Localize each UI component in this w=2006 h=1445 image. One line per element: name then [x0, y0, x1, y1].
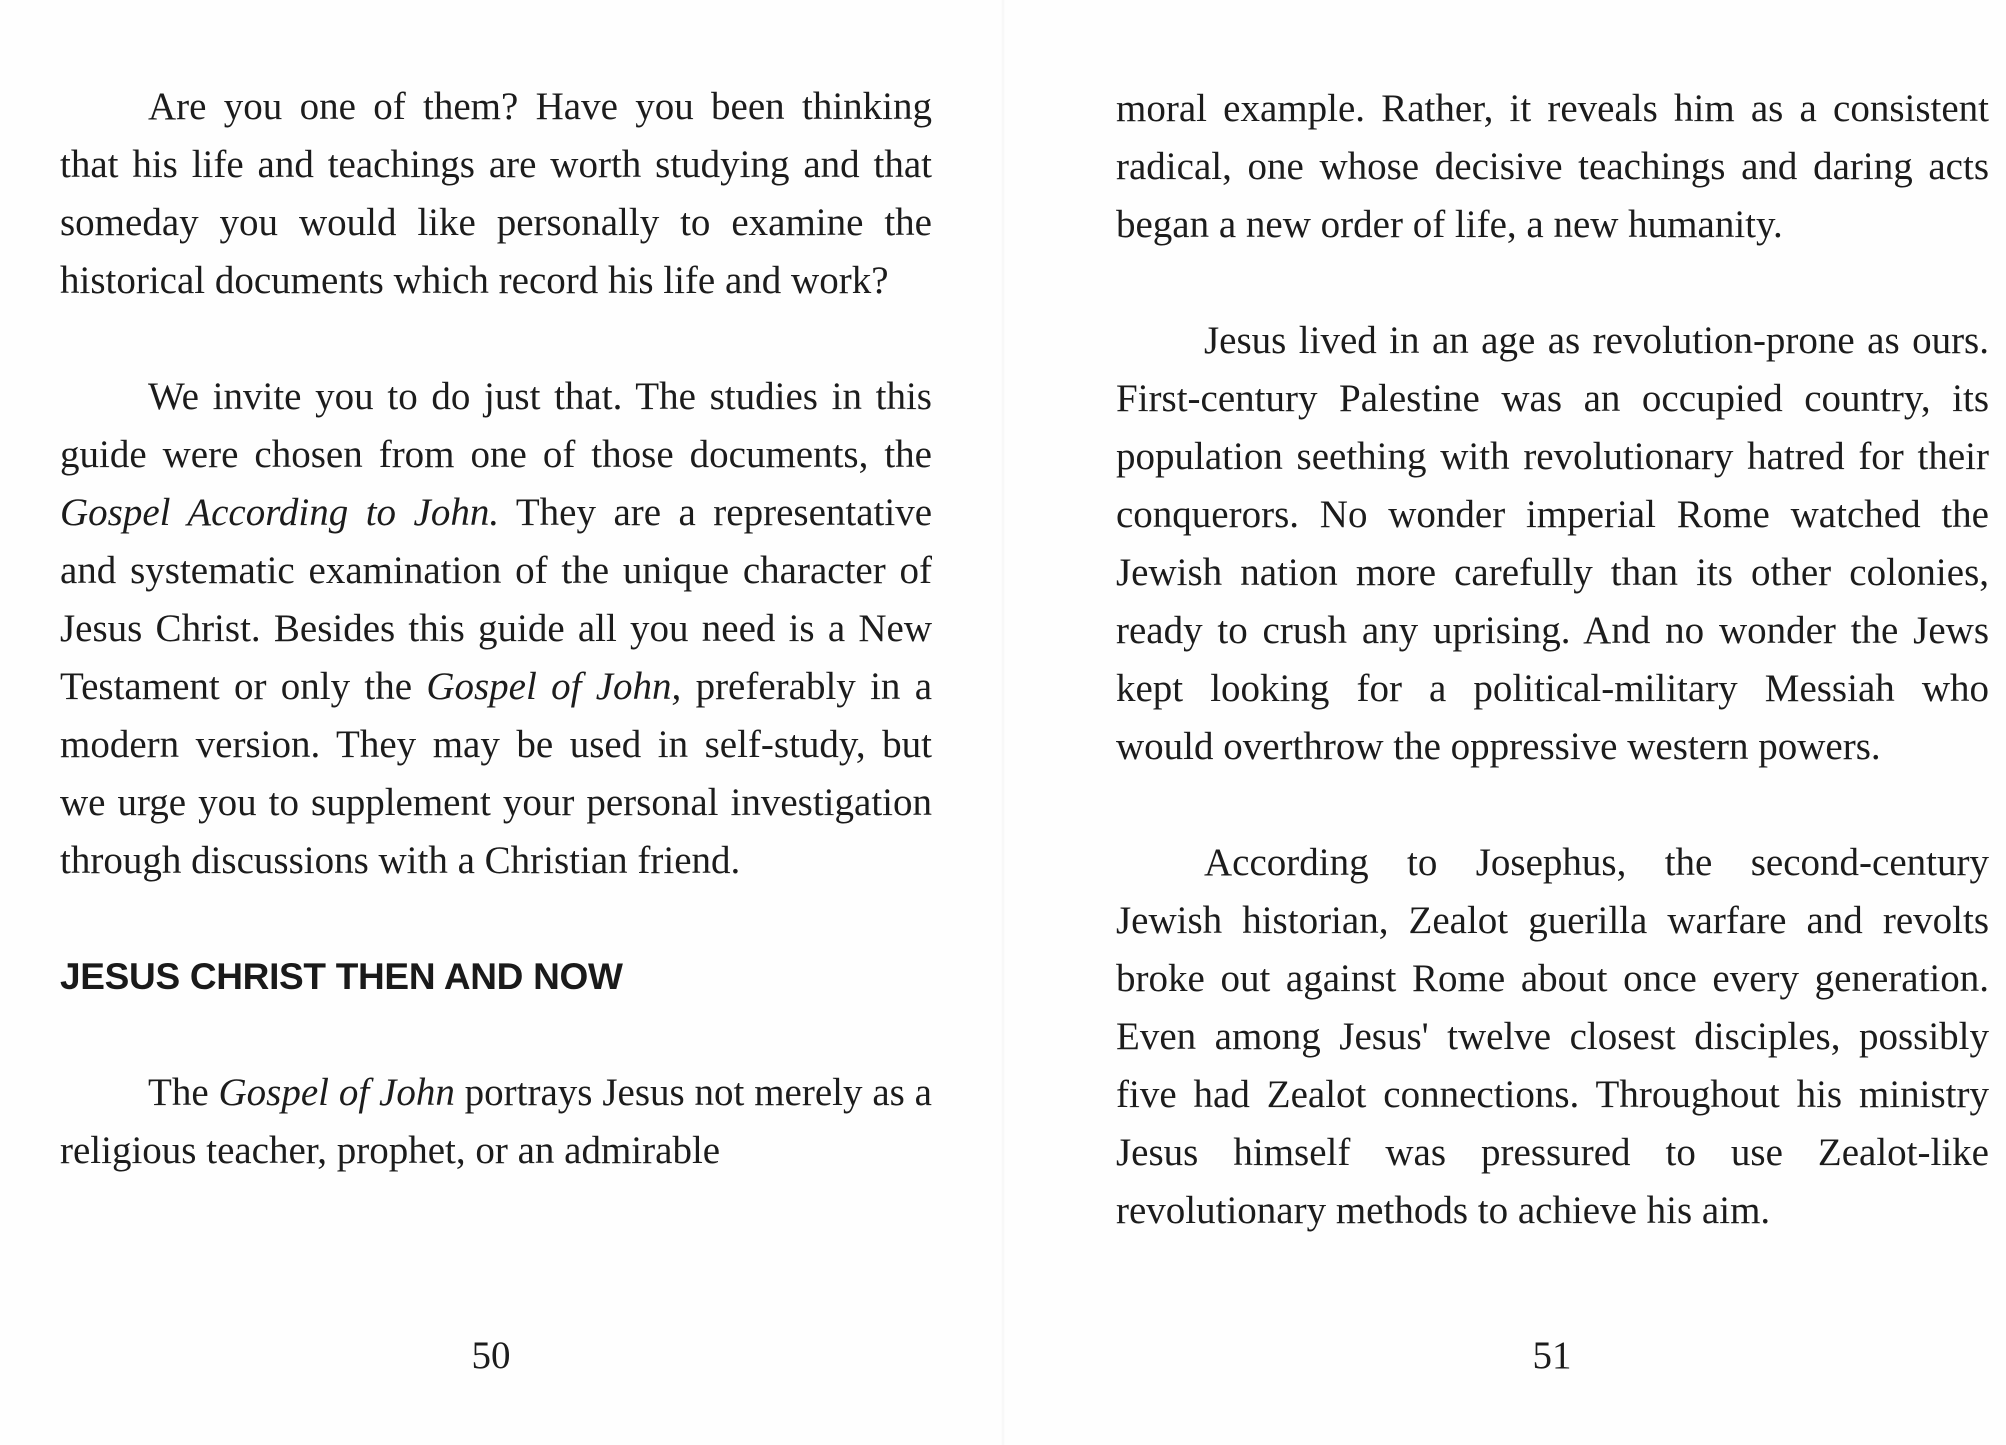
paragraph-text: They are a representative and systematic examination of the unique character of Jesus Christ. Besides this guide all you need is a New Testament or only the — [60, 491, 933, 708]
paragraph: According to Josephus, the second-century Jewish historian, Zealot guerilla warfare and revolts broke out against Rome about once every generation. Even among Jesus' twelve closest disciples, possibly five had Zealot connections. Throughout his ministry Jesus himself was pressured to use Zealot-like revolutionary methods to achieve his aim. — [1116, 841, 1989, 1232]
paragraph — [60, 368, 932, 890]
paragraph-spacer — [1116, 776, 1989, 834]
right-page — [1003, 0, 2006, 1445]
section-heading: JESUS CHRIST THEN AND NOW — [60, 956, 623, 997]
paragraph-spacer — [60, 890, 932, 948]
italic-title: Gospel of John — [218, 1071, 455, 1114]
italic-title: Gospel of John, — [426, 665, 682, 708]
paragraph — [60, 1064, 932, 1180]
paragraph-text: We invite you to do just that. The studies in this guide were chosen from one of those documents, the — [60, 375, 932, 476]
paragraph-text: portrays Jesus not merely as a religious teacher, prophet, or an admirable — [60, 1071, 932, 1172]
page-number: 51 — [1532, 1334, 1572, 1377]
paragraph-text: The — [148, 1071, 219, 1114]
paragraph: moral example. Rather, it reveals him as a consistent radical, one whose decisive teachings and daring acts began a new order of life, a new humanity. — [1116, 87, 1989, 246]
paragraph-spacer — [1116, 254, 1989, 312]
paragraph: Are you one of them? Have you been thinking that his life and teachings are worth studying and that someday you would like personally to examine the historical documents which record his life and work? — [60, 85, 932, 302]
italic-title: Gospel According to John. — [60, 491, 500, 534]
paragraph-spacer — [60, 1006, 932, 1064]
paragraph-spacer — [60, 310, 932, 368]
left-page-text — [60, 78, 932, 1180]
paragraph-text: preferably in a modern version. They may be used in self-study, but we urge you to supplement your personal investigation through discussions with a Christian friend. — [60, 665, 933, 882]
paragraph: Jesus lived in an age as revolution-prone as ours. First-century Palestine was an occupied country, its population seething with revolutionary hatred for their conquerors. No wonder imperial Rome watched the Jewish nation more carefully than its other colonies, ready to crush any uprising. And no wonder the Jews kept looking for a political-military Messiah who would overthrow the oppressive western powers. — [1116, 319, 1989, 768]
right-page-text — [1116, 80, 1989, 1240]
page-number: 50 — [471, 1334, 511, 1377]
